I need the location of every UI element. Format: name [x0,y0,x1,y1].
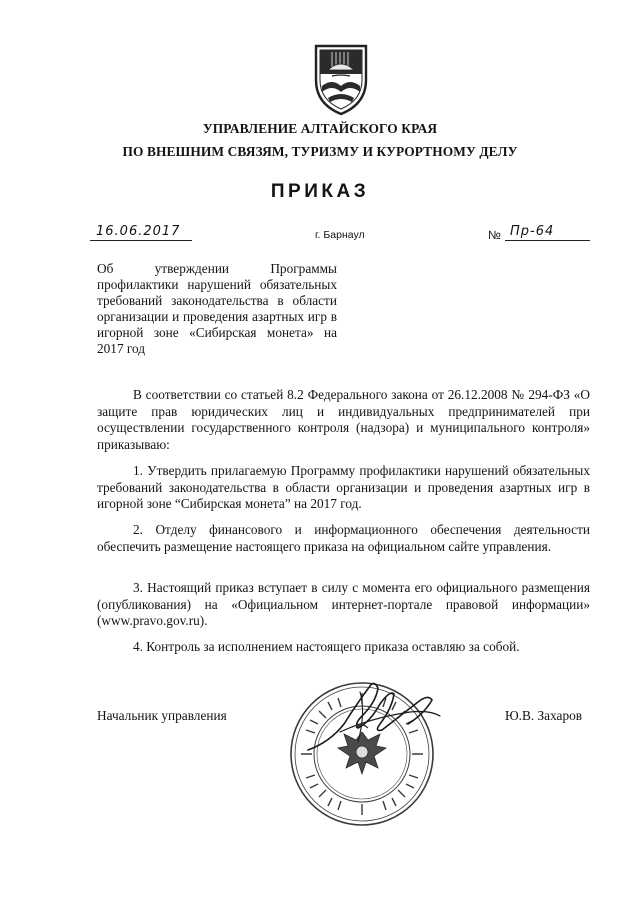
order-item-1: 1. Утвердить прилагаемую Программу профилактики нарушений обязательных требований законодательства в области организации и проведения азартных игр в игорной зоне “Сибирская монета” на 2017 год. [97,463,590,511]
document-number: Пр-64 [510,224,555,239]
document-subject: Об утверждении Программы профилактики нарушений обязательных требований законодательства в области организации и проведения азартных игр в игорной зоне «Сибирская монета» на 2017 год [97,261,337,356]
order-item-4: 4. Контроль за исполнением настоящего приказа оставляю за собой. [133,639,520,654]
preamble-paragraph: В соответствии со статьей 8.2 Федерального закона от 26.12.2008 № 294-ФЗ «О защите прав юридических лиц и индивидуальных предпринимателей при осуществлении государственного контроля (надзора) и муниципального контроля» приказываю: [97,387,590,452]
number-label: № [488,228,501,242]
order-item-3: 3. Настоящий приказ вступает в силу с момента его официального размещения (опубликования) на «Официальном интернет-портале правовой информации» (www.pravo.gov.ru). [97,580,590,628]
altai-coat-of-arms-icon [310,40,372,118]
handwritten-signature-icon [300,672,450,762]
organization-name-line-2: ПО ВНЕШНИМ СВЯЗЯМ, ТУРИЗМУ И КУРОРТНОМУ ДЕЛУ [122,144,518,159]
document-date: 16.06.2017 [96,224,181,239]
organization-name-line-1: УПРАВЛЕНИЕ АЛТАЙСКОГО КРАЯ [202,121,438,136]
date-underline [90,240,192,241]
order-item-2: 2. Отделу финансового и информационного обеспечения деятельности обеспечить размещение настоящего приказа на официальном сайте управления. [97,522,590,554]
document-title: ПРИКАЗ [270,181,370,202]
document-city: г. Барнаул [315,229,365,241]
signatory-role: Начальник управления [97,708,227,723]
signatory-name: Ю.В. Захаров [505,708,583,723]
number-underline [505,240,590,241]
